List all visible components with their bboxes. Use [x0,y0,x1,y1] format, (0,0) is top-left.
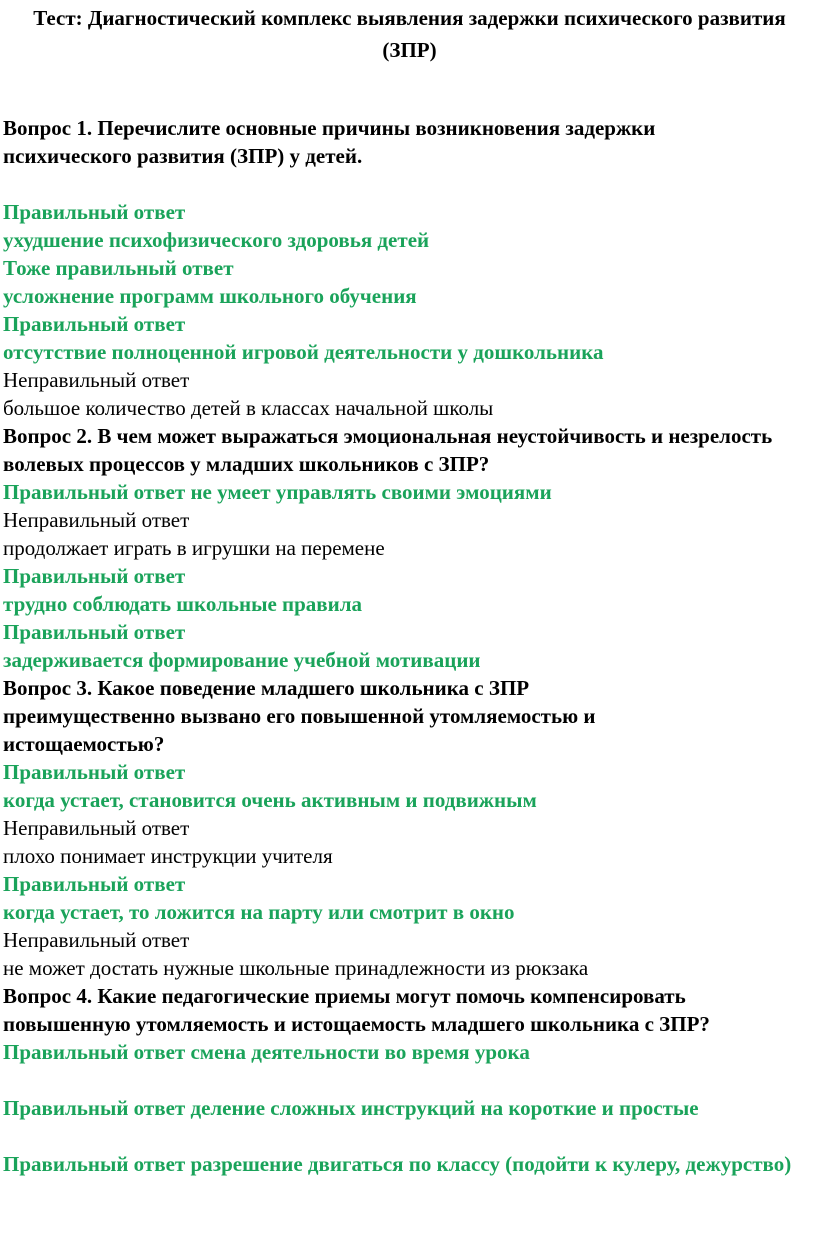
q3-answer-4-label: Неправильный ответ [3,928,190,952]
question-3: Вопрос 3. Какое поведение младшего школьника с ЗПР преимущественно вызвано его повышенной утомляемостью и истощаемостью? [3,676,596,756]
q3-answer-2-label: Неправильный ответ [3,816,190,840]
q3-answer-1-text: когда устает, становится очень активным и подвижным [3,788,537,812]
q1-answer-2-text: усложнение программ школьного обучения [3,284,417,308]
q3-answer-1-label: Правильный ответ [3,760,186,784]
q2-answer-4-label: Правильный ответ [3,620,186,644]
q1-answer-3-label: Правильный ответ [3,312,186,336]
q3-answer-2-text: плохо понимает инструкции учителя [3,844,333,868]
q4-answer-2: Правильный ответ деление сложных инструкций на короткие и простые [3,1096,699,1120]
q1-answer-1-label: Правильный ответ [3,200,186,224]
q2-answer-4-text: задерживается формирование учебной мотивации [3,648,481,672]
q3-answer-4-text: не может достать нужные школьные принадлежности из рюкзака [3,956,589,980]
q3-answer-3-text: когда устает, то ложится на парту или смотрит в окно [3,900,515,924]
spacer [3,170,816,198]
question-1: Вопрос 1. Перечислите основные причины возникновения задержки психического развития (ЗПР) у детей. [3,116,656,168]
q2-answer-2-text: продолжает играть в игрушки на перемене [3,536,385,560]
q1-answer-2-label: Тоже правильный ответ [3,256,234,280]
q2-answer-3-label: Правильный ответ [3,564,186,588]
q3-answer-3-label: Правильный ответ [3,872,186,896]
q4-answer-1: Правильный ответ смена деятельности во время урока [3,1040,530,1064]
q1-answer-4-text: большое количество детей в классах начальной школы [3,396,494,420]
question-2: Вопрос 2. В чем может выражаться эмоциональная неустойчивость и незрелость волевых процессов у младших школьников с ЗПР? [3,424,773,476]
q4-answer-3: Правильный ответ разрешение двигаться по классу (подойти к кулеру, дежурство) [3,1152,792,1176]
q1-answer-1-text: ухудшение психофизического здоровья детей [3,228,430,252]
q2-answer-3-text: трудно соблюдать школьные правила [3,592,363,616]
q2-answer-2-label: Неправильный ответ [3,508,190,532]
q1-answer-3-text: отсутствие полноценной игровой деятельности у дошкольника [3,340,604,364]
spacer [3,1122,816,1150]
spacer [3,1066,816,1094]
document-content [3,114,816,1178]
question-4: Вопрос 4. Какие педагогические приемы могут помочь компенсировать повышенную утомляемость и истощаемость младшего школьника с ЗПР? [3,984,710,1036]
q2-answer-1: Правильный ответ не умеет управлять своими эмоциями [3,480,552,504]
q1-answer-4-label: Неправильный ответ [3,368,190,392]
document-title: Тест: Диагностический комплекс выявления задержки психического развития (ЗПР) [33,6,786,62]
